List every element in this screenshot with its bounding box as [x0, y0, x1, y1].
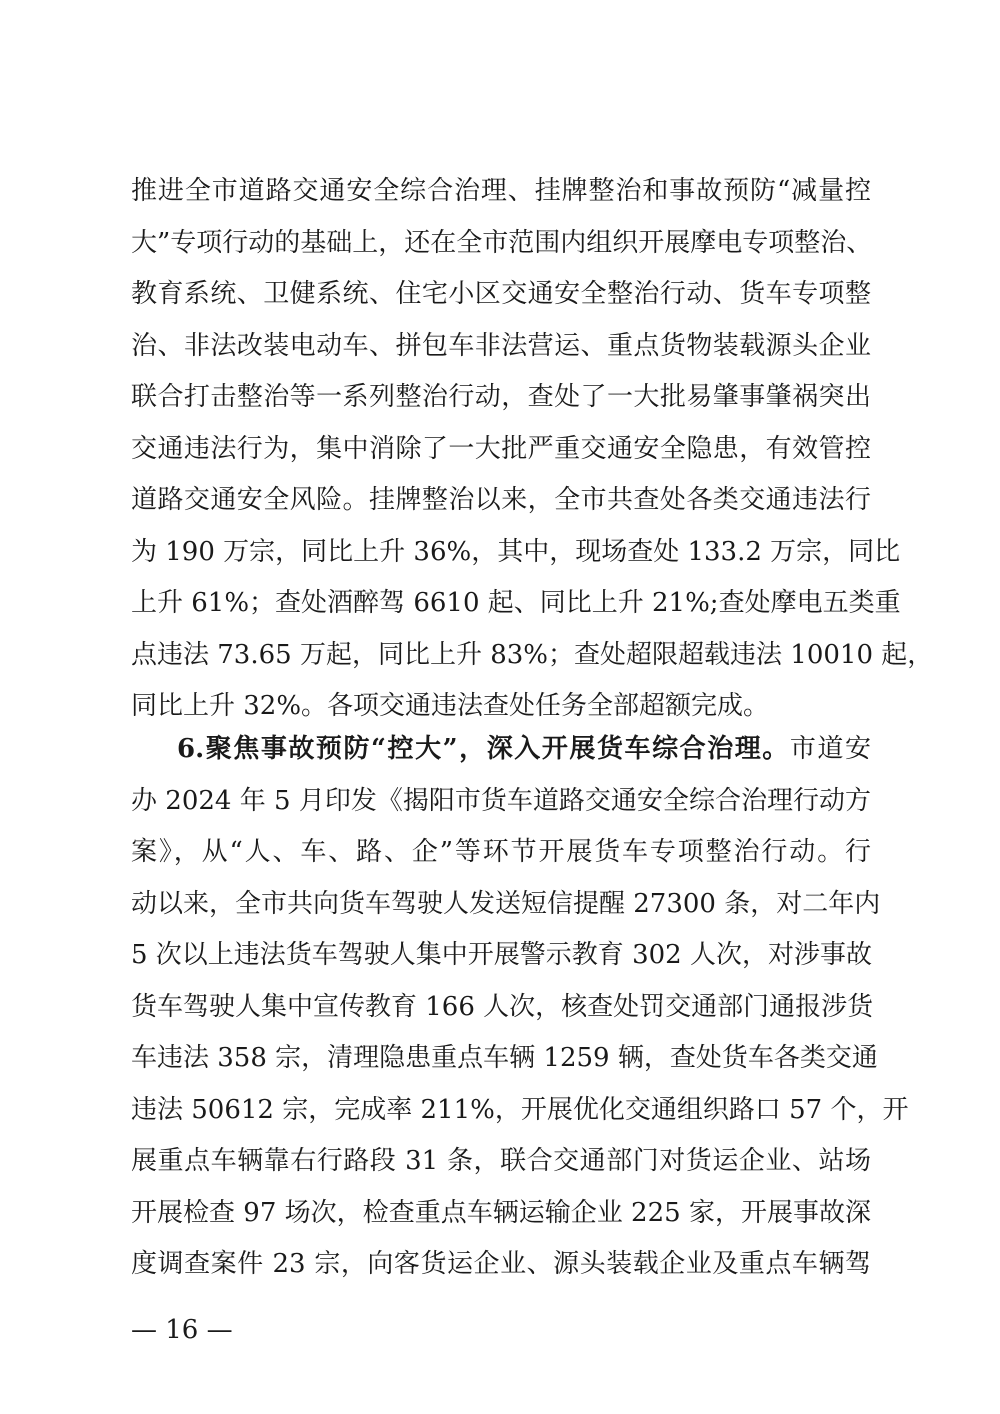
text-line: 上升 61%；查处酒醉驾 6610 起、同比上升 21%;查处摩电五类重 — [131, 588, 901, 618]
text-line: 开展检查 97 场次，检查重点车辆运输企业 225 家，开展事故深 — [131, 1197, 871, 1228]
text-line: 交通违法行为，集中消除了一大批严重交通安全隐患，有效管控 — [131, 433, 871, 464]
text-line: 动以来，全市共向货车驾驶人发送短信提醒 27300 条，对二年内 — [131, 888, 881, 919]
text-line: 货车驾驶人集中宣传教育 166 人次，核查处罚交通部门通报涉货 — [131, 991, 874, 1022]
text-line: 治、非法改装电动车、拼包车非法营运、重点货物装载源头企业 — [131, 330, 871, 361]
body-paragraph-2 — [131, 724, 909, 1291]
text-line: 办 2024 年 5 月印发《揭阳市货车道路交通安全综合治理行动方 — [131, 785, 871, 816]
text-line: 推进全市道路交通安全综合治理、挂牌整治和事故预防“减量控 — [131, 176, 871, 206]
page-number: — 16 — — [131, 1315, 233, 1345]
text-line: 车违法 358 宗，清理隐患重点车辆 1259 辆，查处货车各类交通 — [131, 1043, 878, 1073]
text-line: 教育系统、卫健系统、住宅小区交通安全整治行动、货车专项整 — [131, 279, 871, 309]
text-line: 违法 50612 宗，完成率 211%，开展优化交通组织路口 57 个，开 — [131, 1094, 909, 1125]
text-line: 大”专项行动的基础上，还在全市范围内组织开展摩电专项整治、 — [131, 227, 873, 258]
text-line: 案》，从“人、车、路、企”等环节开展货车专项整治行动。行 — [131, 837, 871, 867]
text-line: 为 190 万宗，同比上升 36%，其中，现场查处 133.2 万宗，同比 — [131, 536, 901, 567]
text-line: 展重点车辆靠右行路段 31 条，联合交通部门对货运企业、站场 — [131, 1146, 871, 1176]
text-line: 点违法 73.65 万起，同比上升 83%；查处超限超载违法 10010 起， — [131, 639, 934, 670]
text-line: 同比上升 32%。各项交通违法查处任务全部超额完成。 — [131, 691, 770, 721]
text-line: 5 次以上违法货车驾驶人集中开展警示教育 302 人次，对涉事故 — [131, 940, 872, 970]
section-heading: 6.聚焦事故预防“控大”，深入开展货车综合治理。 — [177, 734, 790, 764]
heading-line-rest: 市道安 — [789, 734, 871, 764]
text-line: 道路交通安全风险。挂牌整治以来，全市共查处各类交通违法行 — [131, 485, 871, 515]
heading-line — [131, 724, 871, 776]
body-paragraph-1 — [131, 166, 934, 733]
text-line: 度调查案件 23 宗，向客货运企业、源头装载企业及重点车辆驾 — [131, 1249, 871, 1279]
text-line: 联合打击整治等一系列整治行动，查处了一大批易肇事肇祸突出 — [131, 382, 871, 412]
